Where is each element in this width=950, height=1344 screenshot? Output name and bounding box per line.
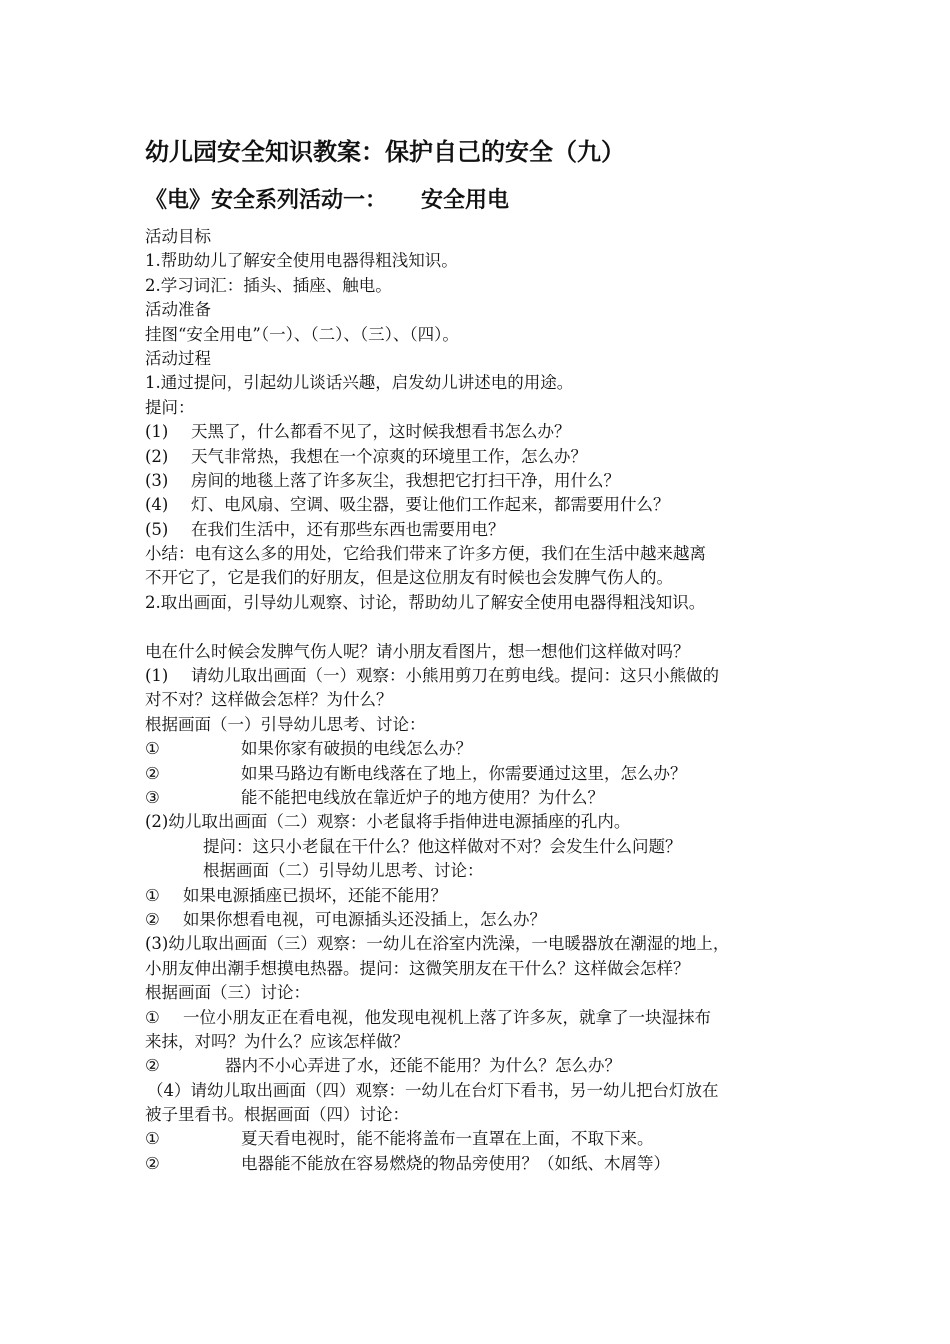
question-item xyxy=(145,420,825,444)
discussion-item xyxy=(145,737,825,761)
discussion-item xyxy=(145,1127,825,1151)
item-marker: ③ xyxy=(145,787,160,807)
discussion-item xyxy=(145,908,825,932)
item-marker: ② xyxy=(145,909,160,929)
item-text: 如果电源插座已损坏，还能不能用？ xyxy=(183,885,447,905)
item-text: 器内不小心弄进了水，还能不能用？为什么？怎么办？ xyxy=(225,1056,621,1076)
item-text: 灯、电风扇、空调、吸尘器，要让他们工作起来，都需要用什么？ xyxy=(191,495,670,515)
item-marker: ② xyxy=(145,1153,160,1173)
goal-item-2: 2.学习词汇：插头、插座、触电。 xyxy=(145,275,392,295)
item-text: 能不能把电线放在靠近炉子的地方使用？为什么？ xyxy=(241,787,604,807)
item-text: 一位小朋友正在看电视，他发现电视机上落了许多灰，就拿了一块湿抹布 xyxy=(183,1007,711,1027)
picture-step: （4）请幼儿取出画面（四）观察：一幼儿在台灯下看书，另一幼儿把台灯放在 xyxy=(147,1080,719,1100)
item-marker: (4) xyxy=(145,495,169,515)
item-marker: (5) xyxy=(145,519,169,539)
item-marker: (1) xyxy=(145,422,169,442)
document-title: 幼儿园安全知识教案：保护自己的安全（九） xyxy=(145,138,625,166)
item-text: 夏天看电视时，能不能将盖布一直罩在上面，不取下来。 xyxy=(241,1129,654,1149)
picture-step-continued: 被子里看书。根据画面（四）讨论： xyxy=(145,1105,409,1125)
document-body xyxy=(145,225,825,1176)
picture-step: (3)幼儿取出画面（三）观察：一幼儿在浴室内洗澡，一电暖器放在潮湿的地上， xyxy=(145,934,730,954)
question-item xyxy=(145,518,825,542)
item-marker: (2) xyxy=(145,446,169,466)
goal-item-1: 1.帮助幼儿了解安全使用电器得粗浅知识。 xyxy=(145,251,458,271)
picture-step-continued: 对不对？这样做会怎样？为什么？ xyxy=(145,690,393,710)
item-text: 如果马路边有断电线落在了地上，你需要通过这里，怎么办？ xyxy=(241,763,687,783)
picture-step-question: 提问：这只小老鼠在干什么？他这样做对不对？会发生什么问题？ xyxy=(203,836,682,856)
process-step-2: 2.取出画面，引导幼儿观察、讨论，帮助幼儿了解安全使用电器得粗浅知识。 xyxy=(145,592,706,612)
question-item xyxy=(145,493,825,517)
item-text: 天黑了，什么都看不见了，这时候我想看书怎么办？ xyxy=(191,422,571,442)
discussion-item xyxy=(145,1006,825,1030)
item-marker: ① xyxy=(145,739,160,759)
summary-line: 小结：电有这么多的用处，它给我们带来了许多方便，我们在生活中越来越离 xyxy=(145,544,706,564)
lead-question: 电在什么时候会发脾气伤人呢？请小朋友看图片，想一想他们这样做对吗？ xyxy=(145,641,690,661)
discussion-item xyxy=(145,884,825,908)
item-text: 天气非常热，我想在一个凉爽的环境里工作，怎么办？ xyxy=(191,446,587,466)
question-item xyxy=(145,469,825,493)
discussion-item xyxy=(145,762,825,786)
item-marker: (1) xyxy=(145,666,169,686)
process-step-1: 1.通过提问，引起幼儿谈话兴趣，启发幼儿讲述电的用途。 xyxy=(145,373,574,393)
item-marker: (3) xyxy=(145,470,169,490)
item-text: 如果你家有破损的电线怎么办？ xyxy=(241,739,472,759)
item-marker: ② xyxy=(145,763,160,783)
subtitle-series: 《电》安全系列活动一： xyxy=(145,188,388,213)
subtitle-topic: 安全用电 xyxy=(421,188,510,213)
item-marker: ① xyxy=(145,1007,160,1027)
preparation-text: 挂图“安全用电”（一）、（二）、（三）、（四）。 xyxy=(145,324,459,344)
discussion-item xyxy=(145,1152,825,1176)
item-text: 房间的地毯上落了许多灰尘，我想把它打扫干净，用什么？ xyxy=(191,470,620,490)
picture-step xyxy=(145,664,825,688)
item-text: 在我们生活中，还有那些东西也需要用电？ xyxy=(191,519,505,539)
blank-line xyxy=(145,615,825,639)
discussion-label: 根据画面（一）引导幼儿思考、讨论： xyxy=(145,714,426,734)
item-text: 请幼儿取出画面（一）观察：小熊用剪刀在剪电线。提问：这只小熊做的 xyxy=(191,666,719,686)
discussion-item xyxy=(145,786,825,810)
item-text: 如果你想看电视，可电源插头还没插上，怎么办？ xyxy=(183,909,546,929)
question-label: 提问： xyxy=(145,397,195,417)
item-marker: ① xyxy=(145,1129,160,1149)
item-marker: ① xyxy=(145,885,160,905)
item-marker: ② xyxy=(145,1056,160,1076)
summary-line: 不开它了，它是我们的好朋友，但是这位朋友有时候也会发脾气伤人的。 xyxy=(145,568,673,588)
picture-step-continued: 小朋友伸出潮手想摸电热器。提问：这微笑朋友在干什么？这样做会怎样？ xyxy=(145,958,690,978)
discussion-label: 根据画面（二）引导幼儿思考、讨论： xyxy=(203,861,484,881)
discussion-label: 根据画面（三）讨论： xyxy=(145,983,310,1003)
discussion-item-continued: 来抹，对吗？为什么？应该怎样做？ xyxy=(145,1031,409,1051)
section-heading-process: 活动过程 xyxy=(145,348,211,368)
discussion-item xyxy=(145,1054,825,1078)
section-heading-preparation: 活动准备 xyxy=(145,300,211,320)
question-item xyxy=(145,445,825,469)
item-text: 电器能不能放在容易燃烧的物品旁使用？（如纸、木屑等） xyxy=(241,1153,670,1173)
picture-step: (2)幼儿取出画面（二）观察：小老鼠将手指伸进电源插座的孔内。 xyxy=(145,812,631,832)
section-heading-goals: 活动目标 xyxy=(145,227,211,246)
document-subtitle xyxy=(145,184,509,218)
